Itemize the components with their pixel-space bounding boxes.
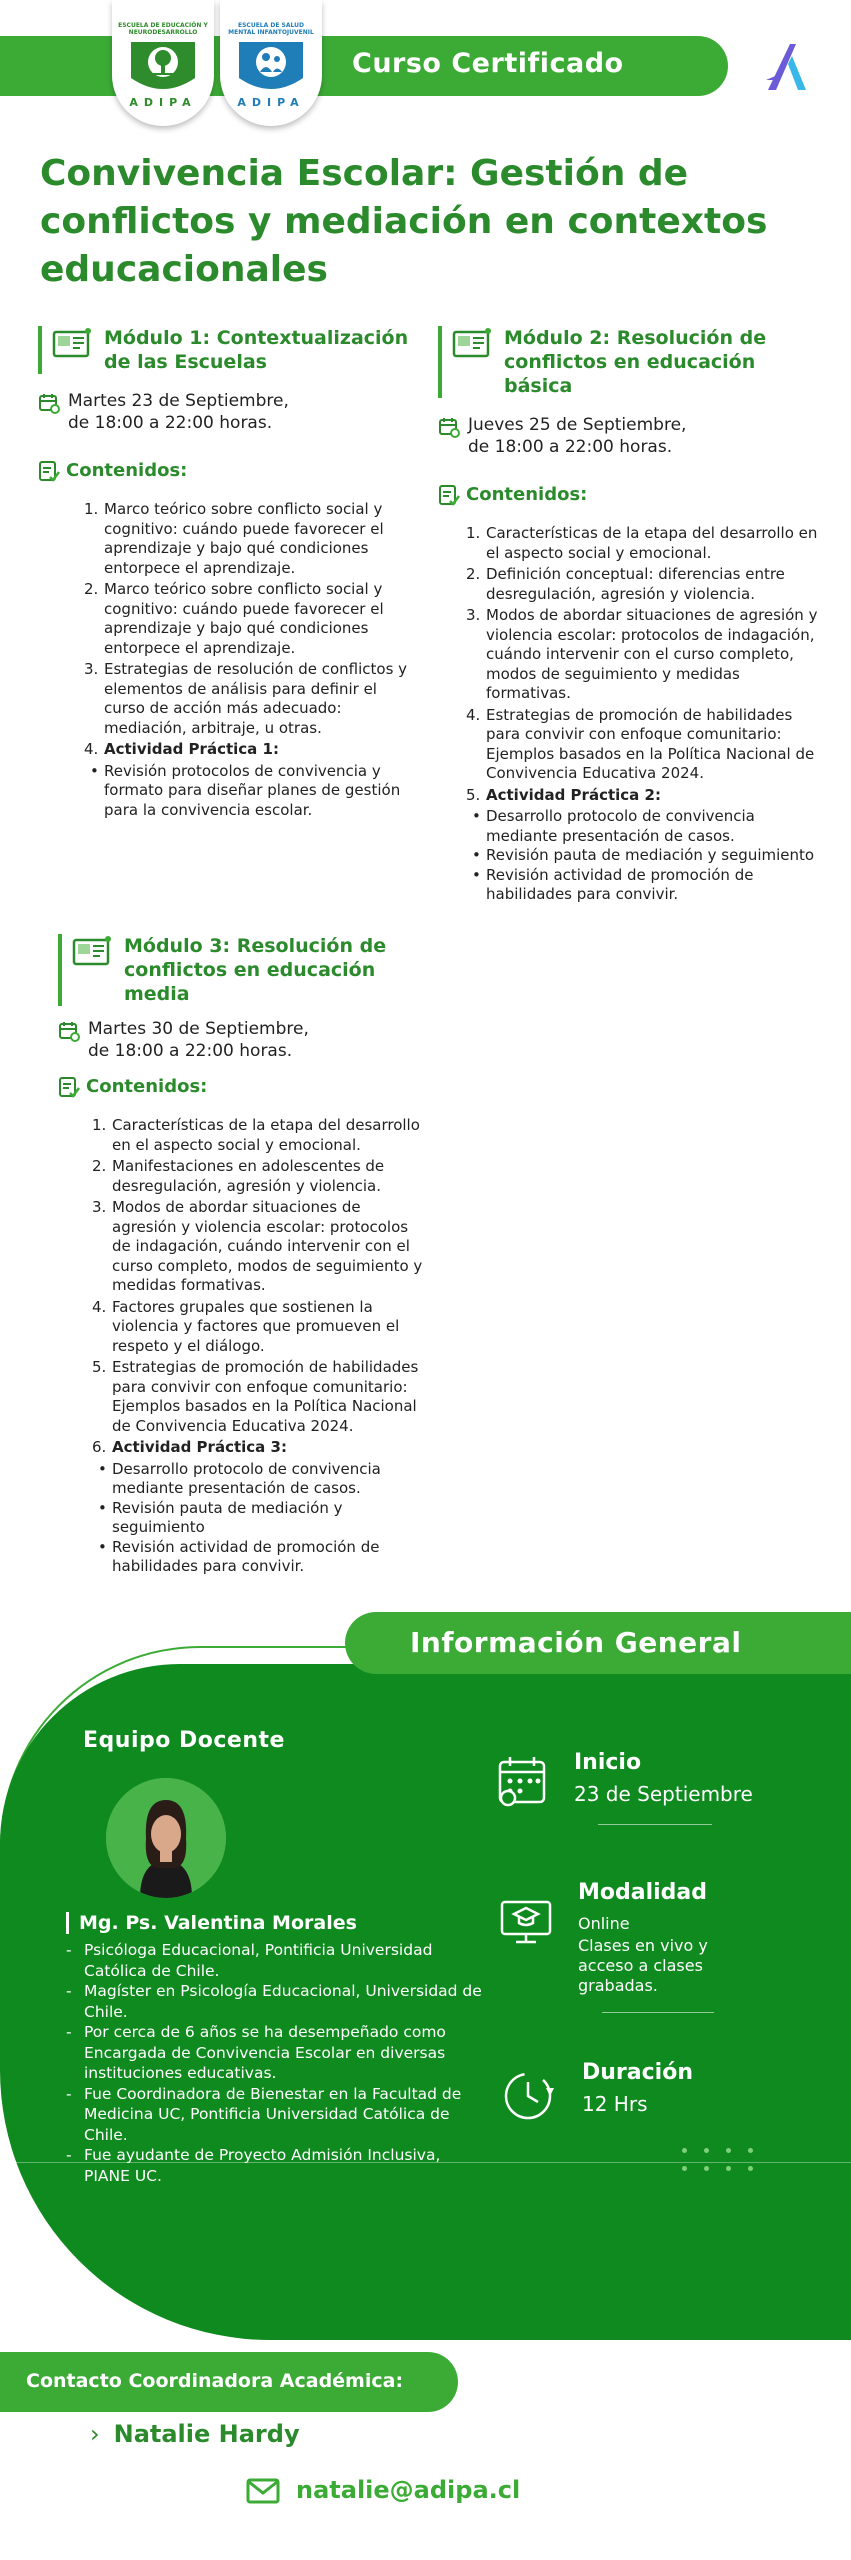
list-item: 2. Definición conceptual: diferencias entre desregulación, agresión y violencia. [466,565,785,603]
list-item: 5. Estrategias de promoción de habilidades para convivir con enfoque comunitario: Ejemplos basados en la Política Nacional de Convivencia Educativa 2024. [92,1358,419,1435]
module-1-title: Módulo 1: Contextualización de las Escuelas [104,327,409,373]
divider [602,2012,714,2013]
bio-line: - Fue Coordinadora de Bienestar en la Facultad de Medicina UC, Pontificia Universidad Católica de Chile. [66,2084,462,2144]
divider [598,1824,712,1825]
coordinator-name [90,2420,300,2448]
classroom-board-icon [72,934,112,970]
list-item: 6. Actividad Práctica 3: [92,1438,287,1456]
module-3 [58,934,428,1577]
course-title: Convivencia Escolar: Gestión de conflictos y mediación en contextos educacionales [40,153,768,290]
badge-1-brand: ADIPA [129,96,197,109]
list-item: 4. Actividad Práctica 1: [84,740,279,758]
module-1-header [38,326,416,374]
calendar-icon [38,392,60,414]
module-2-date-line-1: Jueves 25 de Septiembre, [468,415,687,435]
module-2-contents-list [438,524,818,905]
module-2-header [438,326,818,398]
teacher-bio [66,1940,486,2186]
teacher-photo [106,1778,226,1898]
contact-title: Contacto Coordinadora Académica: [26,2370,404,2392]
family-icon [233,38,309,96]
list-item: 3. Modos de abordar situaciones de agresión y violencia escolar: protocolos de indagación, cuándo intervenir con el curso completo, modos de seguimiento y medidas formativas. [92,1198,423,1294]
start-label: Inicio [574,1750,642,1775]
mode-value-2: Clases en vivo y acceso a clases grabadas. [578,1936,708,1995]
module-1-contents-heading [38,460,416,484]
module-2-date [438,414,818,458]
practice-item: • Revisión pauta de mediación y seguimiento [472,846,818,866]
team-title: Equipo Docente [83,1728,285,1753]
decorative-dots [680,2148,760,2208]
teacher-avatar [106,1778,226,1898]
checklist-icon [58,1076,80,1098]
list-item: 2. Marco teórico sobre conflicto social y cognitivo: cuándo puede favorecer el aprendizaje y bajo qué condiciones entorpece el aprendizaje. [84,580,384,657]
info-section-title: Información General [410,1626,742,1659]
bio-line: - Magíster en Psicología Educacional, Universidad de Chile. [66,1982,482,2021]
practice-item: • Revisión actividad de promoción de habilidades para convivir. [472,866,818,905]
checklist-icon [438,484,460,506]
module-3-date-line-1: Martes 30 de Septiembre, [88,1019,309,1039]
list-item: 1. Características de la etapa del desarrollo en el aspecto social y emocional. [466,524,818,562]
badge-1-text: ESCUELA DE EDUCACIÓN Y NEURODESARROLLO [118,22,208,36]
module-3-date-line-2: de 18:00 a 22:00 horas. [88,1041,293,1061]
module-1-date [38,390,416,434]
module-3-contents-heading [58,1076,428,1100]
badge-2-brand: ADIPA [237,96,305,109]
list-item: 3. Estrategias de resolución de conflictos y elementos de análisis para definir el curso de acción más adecuado: mediación, arbitraje, u otras. [84,660,408,737]
list-item: 4. Factores grupales que sostienen la violencia y factores que promueven el respeto y el diálogo. [92,1297,400,1355]
duration-value: 12 Hrs [582,2092,648,2116]
module-2-contents-heading [438,484,818,508]
contact-email-link[interactable]: natalie@adipa.cl [296,2476,521,2504]
mail-icon [246,2478,280,2504]
chevron-right-icon: › [90,2420,100,2448]
practice-item: • Desarrollo protocolo de convivencia mediante presentación de casos. [472,807,818,846]
list-item: 2. Manifestaciones en adolescentes de desregulación, agresión y violencia. [92,1157,385,1195]
badge-2-text: ESCUELA DE SALUD MENTAL INFANTOJUVENIL [228,22,314,36]
list-item: 4. Estrategias de promoción de habilidades para convivir con enfoque comunitario: Ejemplos basados en la Política Nacional de Convivencia Educativa 2024. [466,705,815,782]
adipa-logo-icon [764,40,810,94]
module-2 [438,326,818,905]
module-2-contents-label: Contenidos: [466,484,588,505]
clock-icon [500,2066,560,2126]
list-item: 3. Modos de abordar situaciones de agresión y violencia escolar: protocolos de indagación, cuándo intervenir con el curso completo, modos de seguimiento y medidas formativas. [466,606,818,702]
duration-label: Duración [582,2060,693,2085]
module-1-date-line-2: de 18:00 a 22:00 horas. [68,413,273,433]
online-class-icon [498,1892,558,1952]
practice-item: • Revisión protocolos de convivencia y formato para diseñar planes de gestión para la convivencia escolar. [90,762,416,821]
module-1-date-line-1: Martes 23 de Septiembre, [68,391,289,411]
coordinator-name-text: Natalie Hardy [113,2420,300,2448]
module-3-title: Módulo 3: Resolución de conflictos en educación media [124,935,387,1005]
classroom-board-icon [52,326,92,362]
list-item: 1. Características de la etapa del desarrollo en el aspecto social y emocional. [92,1116,420,1154]
practice-item: • Revisión actividad de promoción de habilidades para convivir. [98,1538,428,1577]
banner-title: Curso Certificado [352,48,624,79]
bio-line: - Por cerca de 6 años se ha desempeñado como Encargada de Convivencia Escolar en diversas instituciones educativas. [66,2023,446,2082]
tree-icon [125,38,201,96]
module-2-date-line-2: de 18:00 a 22:00 horas. [468,437,673,457]
bio-line: - Psicóloga Educacional, Pontificia Universidad Católica de Chile. [66,1941,433,1980]
mode-value-1: Online [578,1914,630,1933]
list-item: 1. Marco teórico sobre conflicto social y cognitivo: cuándo puede favorecer el aprendizaje y bajo qué condiciones entorpece el aprendizaje. [84,500,384,577]
practice-item: • Revisión pauta de mediación y seguimiento [98,1499,428,1538]
module-1-contents-label: Contenidos: [66,460,188,481]
module-3-contents-label: Contenidos: [86,1076,208,1097]
calendar-icon [58,1020,80,1042]
mode-label: Modalidad [578,1880,708,1905]
module-3-date [58,1018,428,1062]
start-value: 23 de Septiembre [574,1782,753,1806]
teacher-name: Mg. Ps. Valentina Morales [66,1912,357,1934]
module-1-contents-list [38,500,416,820]
school-education-logo [112,0,214,126]
list-item: 5. Actividad Práctica 2: [466,785,661,804]
module-3-contents-list [58,1116,428,1577]
calendar-icon [438,416,460,438]
bio-line: - Fue ayudante de Proyecto Admisión Inclusiva, PIANE UC. [66,2146,441,2185]
checklist-icon [38,460,60,482]
module-2-title: Módulo 2: Resolución de conflictos en educación básica [504,327,767,397]
classroom-board-icon [452,326,492,362]
module-3-header [58,934,428,1006]
module-1 [38,326,416,820]
practice-item: • Desarrollo protocolo de convivencia mediante presentación de casos. [98,1460,428,1499]
school-mental-health-logo [220,0,322,126]
calendar-icon [496,1754,552,1810]
